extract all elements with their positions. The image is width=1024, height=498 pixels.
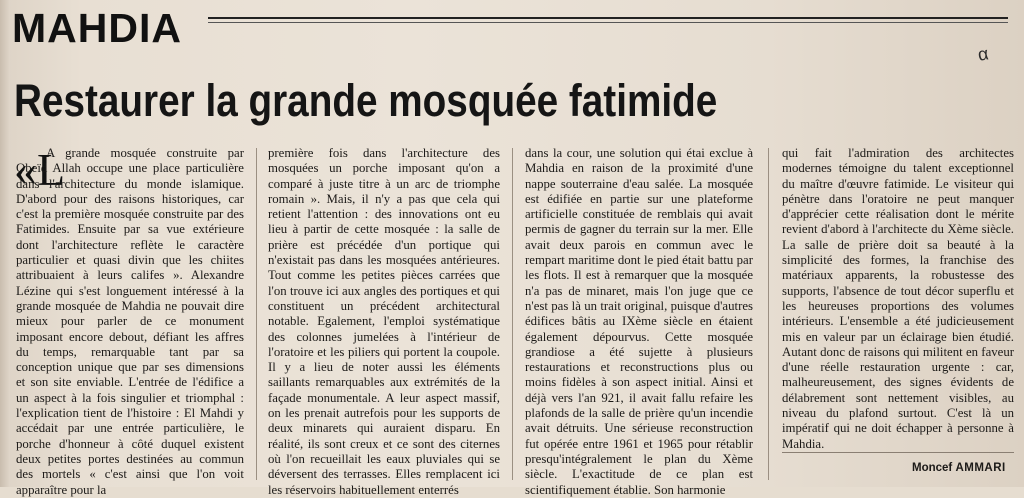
page-edge: [0, 0, 10, 487]
article-column-1: A grande mosquée construite par Obeïd Allah occupe une place particulière dans l'architecture du monde islamique. D'abord pour des raisons historiques, car c'est la première mosquée construite par des Fatimides. Ensuite par sa vue extérieure dont l'architecture reflète le caractère particulier et quasi divin que les chiites attribuaient à leurs califes ». Alexandre Lézine qui s'est longuement intéressé à la grande mosquée de Mahdia ne pouvait dire mieux pour parler de ce monument imposant encore debout, défiant les affres du temps, remarquable tant par sa conception unique que par ses dimensions et son site enviable. L'entrée de l'édifice a un aspect à la fois singulier et triomphal : l'explication tient de l'histoire : El Mahdi y accédait par une entrée particulière, le porche d'honneur à côté duquel existent deux petites portes destinées au commun des mortels « c'est ainsi que l'on voit apparaître pour la: [16, 146, 244, 497]
column-divider: [256, 148, 257, 480]
column-divider: [512, 148, 513, 480]
column-divider: [768, 148, 769, 480]
header-rule: [208, 17, 1008, 19]
byline-rule: [782, 452, 1014, 453]
header-rule-thin: [208, 22, 1008, 23]
article-headline: Restaurer la grande mosquée fatimide: [14, 75, 718, 126]
handwritten-mark: α: [976, 43, 990, 65]
article-column-4: qui fait l'admiration des architectes modernes témoigne du talent exceptionnel du maître d'œuvre fatimide. Le visiteur qui pénètre dans l'oratoire ne peut manquer d'apprécier cette réalisation dont le mérite revient d'abord à l'architecte du Xème siècle. La salle de prière doit sa beauté à la simplicité des formes, la franchise des matériaux apparents, la robustesse des supports, l'absence de tout décor superflu et les heureuses proportions des volumes intérieurs. L'ensemble a été judicieusement mis en valeur par un éclairage bien étudié. Autant donc de raisons qui militent en faveur d'une réelle restauration urgente : car, malheureusement, des signes évidents de délabrement sont nettement visibles, au niveau du plafond surtout. C'est là un impératif qui ne doit échapper à personne à Mahdia.: [782, 146, 1014, 451]
drop-cap: «L: [14, 144, 66, 195]
author-byline: [912, 462, 1006, 474]
author-last-name: AMMARI: [955, 462, 1006, 474]
article-column-2: première fois dans l'architecture des mosquées un porche imposant qu'on a comparé à juste titre à un arc de triomphe romain ». Mais, il n'y a pas que cela qui retient l'attention : des innovations ont eu lieu à partir de cette mosquée : la salle de prière est précédée d'un portique qui n'existait pas dans les mosquées antérieures. Tout comme les petites pièces carrées que l'on trouve ici aux angles des portiques et qui constituent un précédent architectural notable. Egalement, l'emploi systématique des colonnes jumelées à l'intérieur de l'oratoire et les piliers qui portent la coupole. Il y a lieu de noter aussi les éléments saillants remarquables aux extrémités de la façade monumentale. A leur aspect massif, on les prenait autrefois pour les supports de deux minarets qui auraient disparu. En réalité, ils sont creux et ce sont des citernes où l'on recueillait les eaux pluviales qui se déversent des terrasses. Elles remplacent ici les réservoirs habituellement enterrés: [268, 146, 500, 497]
article-column-3: dans la cour, une solution qui étai exclue à Mahdia en raison de la proximité d'une nappe souterraine d'eau salée. La mosquée est édifiée en partie sur une plateforme artificielle constituée de remblais qui avait permis de gagner du terrain sur la mer. Elle avait deux parois en commun avec le rempart maritime dont le pied était battu par les flots. Il est à remarquer que la mosquée n'a pas de minaret, mais l'on juge que ce n'est pas là un trait original, puisque d'autres édifices bâtis au IXème siècle en étaient également dépourvus. Cette mosquée grandiose a été sujette à plusieurs restaurations et reconstructions plus ou moins fidèles à son aspect initial. Ainsi et déjà vers l'an 921, il avait fallu refaire les plafonds de la salle de prière qu'un incendie avait détruits. Une sérieuse reconstruction fut opérée entre 1961 et 1965 pour rétablir presqu'intégralement le plan du Xème siècle. L'exactitude de ce plan est scientifiquement établie. Son harmonie: [525, 146, 753, 497]
section-label: MAHDIA: [12, 5, 182, 51]
author-first-name: Moncef: [912, 462, 953, 474]
